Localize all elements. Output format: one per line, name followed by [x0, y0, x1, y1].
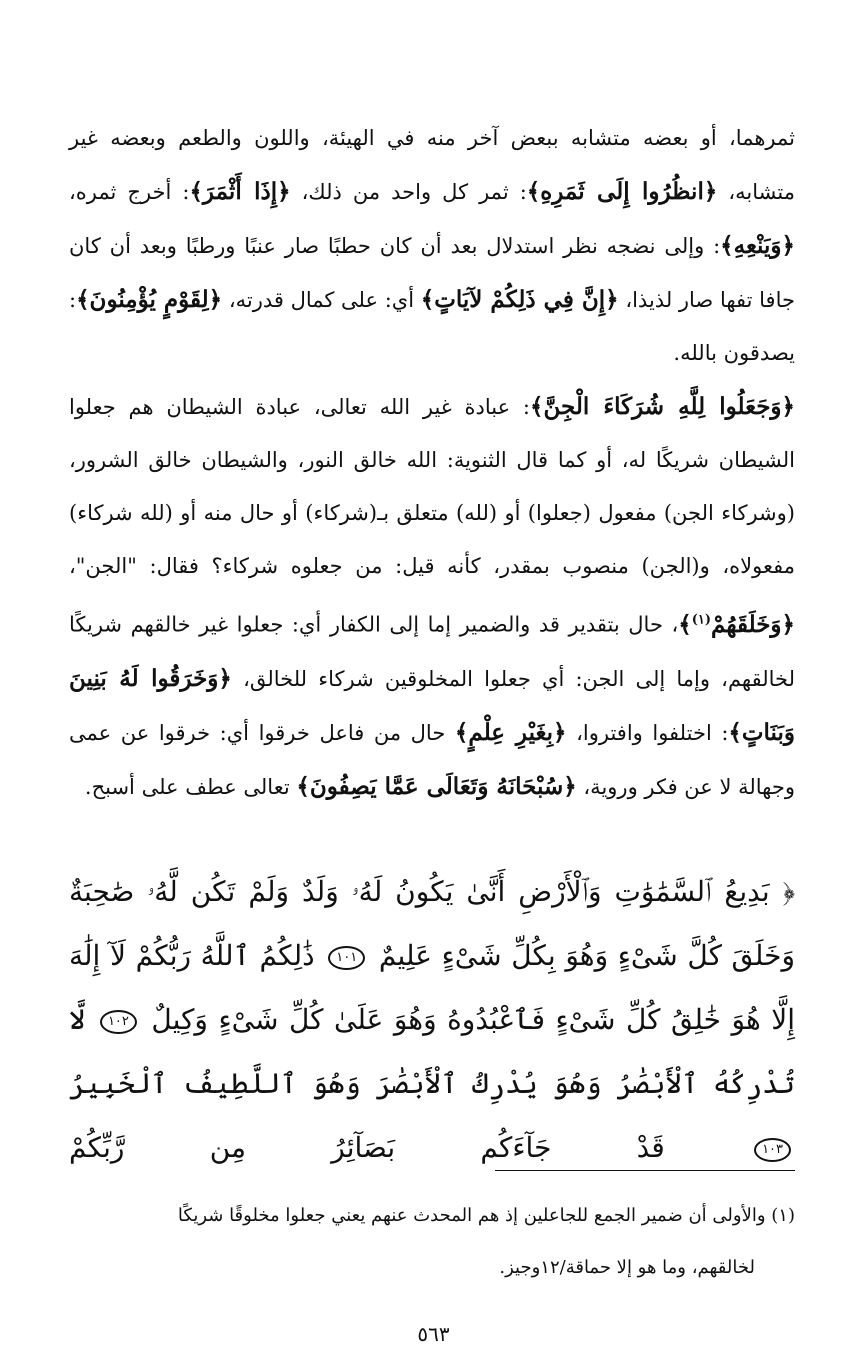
- footnote-divider: [495, 1170, 795, 1171]
- commentary-paragraph: [69, 112, 795, 380]
- verse-text: قَدْ جَآءَكُم بَصَآئِرُ مِن رَّبِّكُمْ: [69, 1131, 665, 1164]
- commentary-text: : اختلفوا وافتروا،: [576, 720, 729, 745]
- quran-quote: [678, 611, 795, 638]
- commentary-text: : وإلى نضجه نظر استدلال بعد أن كان حطبًا صار عنبًا ورطبًا وبعد أن كان جافا تفها صار لذيذا،: [69, 234, 795, 312]
- quran-quote: ﴿وَجَعَلُوا لِلَّهِ شُرَكَاءَ الْجِنَّ﴾: [530, 393, 795, 420]
- quran-quote: ﴿لِقَوْمٍ يُؤْمِنُونَ﴾: [76, 286, 223, 313]
- footnote: [69, 1190, 795, 1294]
- ayah-number-marker: ١٠٣: [754, 1138, 791, 1162]
- commentary-text: ثمرهما، أو بعضه متشابه ببعض آخر منه في الهيئة، واللون والطعم وبعضه غير متشابه،: [69, 126, 795, 204]
- ayah-number-marker: ١٠١: [328, 946, 365, 970]
- quran-verses: [69, 860, 795, 1180]
- commentary-text: : عبادة غير الله تعالى، عبادة الشيطان هم جعلوا الشيطان شريكًا له، أو كما قال الثنوية: الله خالق النور، والشيطان خالق الشرور، (وشركاء الجن) مفعول (جعلوا) أو (لله) متعلق بـ(شركاء) أو حال منه أو (لله شركاء) مفعولاه، و(الجن) منصوب بمقدر، كأنه قيل: من جعلوه شركاء؟ فقال: "الجن"،: [69, 395, 795, 578]
- quran-quote: ﴿إِنَّ فِي ذَلِكُمْ لآيَاتٍ﴾: [420, 286, 619, 313]
- commentary-text: ، حال بتقدير قد والضمير إما إلى الكفار أي: جعلوا غير خالقهم شريكًا لخالقهم، وإما إلى الجن: أي جعلوا المخلوقين شركاء للخالق،: [69, 612, 795, 691]
- commentary-text: أي: على كمال قدرته،: [228, 288, 415, 312]
- quran-quote: ﴿وَيَنْعِهِ﴾: [720, 232, 795, 259]
- quran-quote: ﴿بِغَيْرِ عِلْمٍ﴾: [454, 718, 567, 746]
- page-number: ٥٦٣: [417, 1322, 450, 1346]
- footnote-reference[interactable]: (١): [691, 612, 712, 627]
- verse-text: ذَٰلِكُمُ ٱللَّهُ رَبُّكُمْ لَآ إِلَٰهَ إِلَّا هُوَ خَٰلِقُ كُلِّ شَىْءٍ فَٱعْبُدُوهُ وَهُوَ عَلَىٰ كُلِّ شَىْءٍ وَكِيلٌ: [69, 939, 795, 1036]
- footnote-line: (١) والأولى أن ضمير الجمع للجاعلين إذ هم المحدث عنهم يعني جعلوا مخلوقًا شريكًا: [177, 1205, 795, 1226]
- tafsir-commentary: [69, 112, 795, 814]
- quran-quote: ﴿انظُرُوا إِلَى ثَمَرِهِ﴾: [526, 178, 718, 205]
- quran-quote: ﴿سُبْحَانَهُ وَتَعَالَى عَمَّا يَصِفُونَ﴾: [296, 772, 577, 800]
- quran-quote-close: ﴾: [678, 610, 692, 638]
- quran-quote: ﴿وَخَرَقُوا لَهُ بَنِينَ وَبَنَاتٍ﴾: [69, 664, 796, 746]
- commentary-text: : ثمر كل واحد من ذلك،: [301, 180, 527, 204]
- quran-quote: ﴿إِذَا أَثْمَرَ﴾: [189, 178, 291, 205]
- ayah-number-marker: ١٠٢: [100, 1010, 137, 1034]
- commentary-paragraph: [69, 380, 795, 814]
- verse-text: لَّا تُدْرِكُهُ ٱلْأَبْصَٰرُ وَهُوَ يُدْرِكُ ٱلْأَبْصَٰرَ وَهُوَ ٱللَّطِيفُ ٱلْخَبِيرُ: [69, 1003, 795, 1100]
- commentary-text: حال من فاعل خرقوا أي: خرقوا عن عمى وجهالة لا عن فكر وروية،: [69, 720, 795, 799]
- quran-quote-text: ﴿وَخَلَقَهُمْ: [711, 610, 795, 638]
- commentary-text: : أخرج ثمره،: [69, 180, 190, 204]
- commentary-text: : يصدقون بالله.: [69, 288, 795, 365]
- commentary-text: تعالى عطف على أسبح.: [84, 774, 290, 799]
- verse-text: ﴿ بَدِيعُ ٱلسَّمَٰوَٰتِ وَٱلْأَرْضِ أَنَّىٰ يَكُونُ لَهُۥ وَلَدٌ وَلَمْ تَكُن لَّهُۥ صَٰحِبَةٌ وَخَلَقَ كُلَّ شَىْءٍ وَهُوَ بِكُلِّ شَىْءٍ عَلِيمٌ: [69, 875, 796, 972]
- footnote-line: لخالقهم، وما هو إلا حماقة/١٢وجيز.: [499, 1257, 755, 1278]
